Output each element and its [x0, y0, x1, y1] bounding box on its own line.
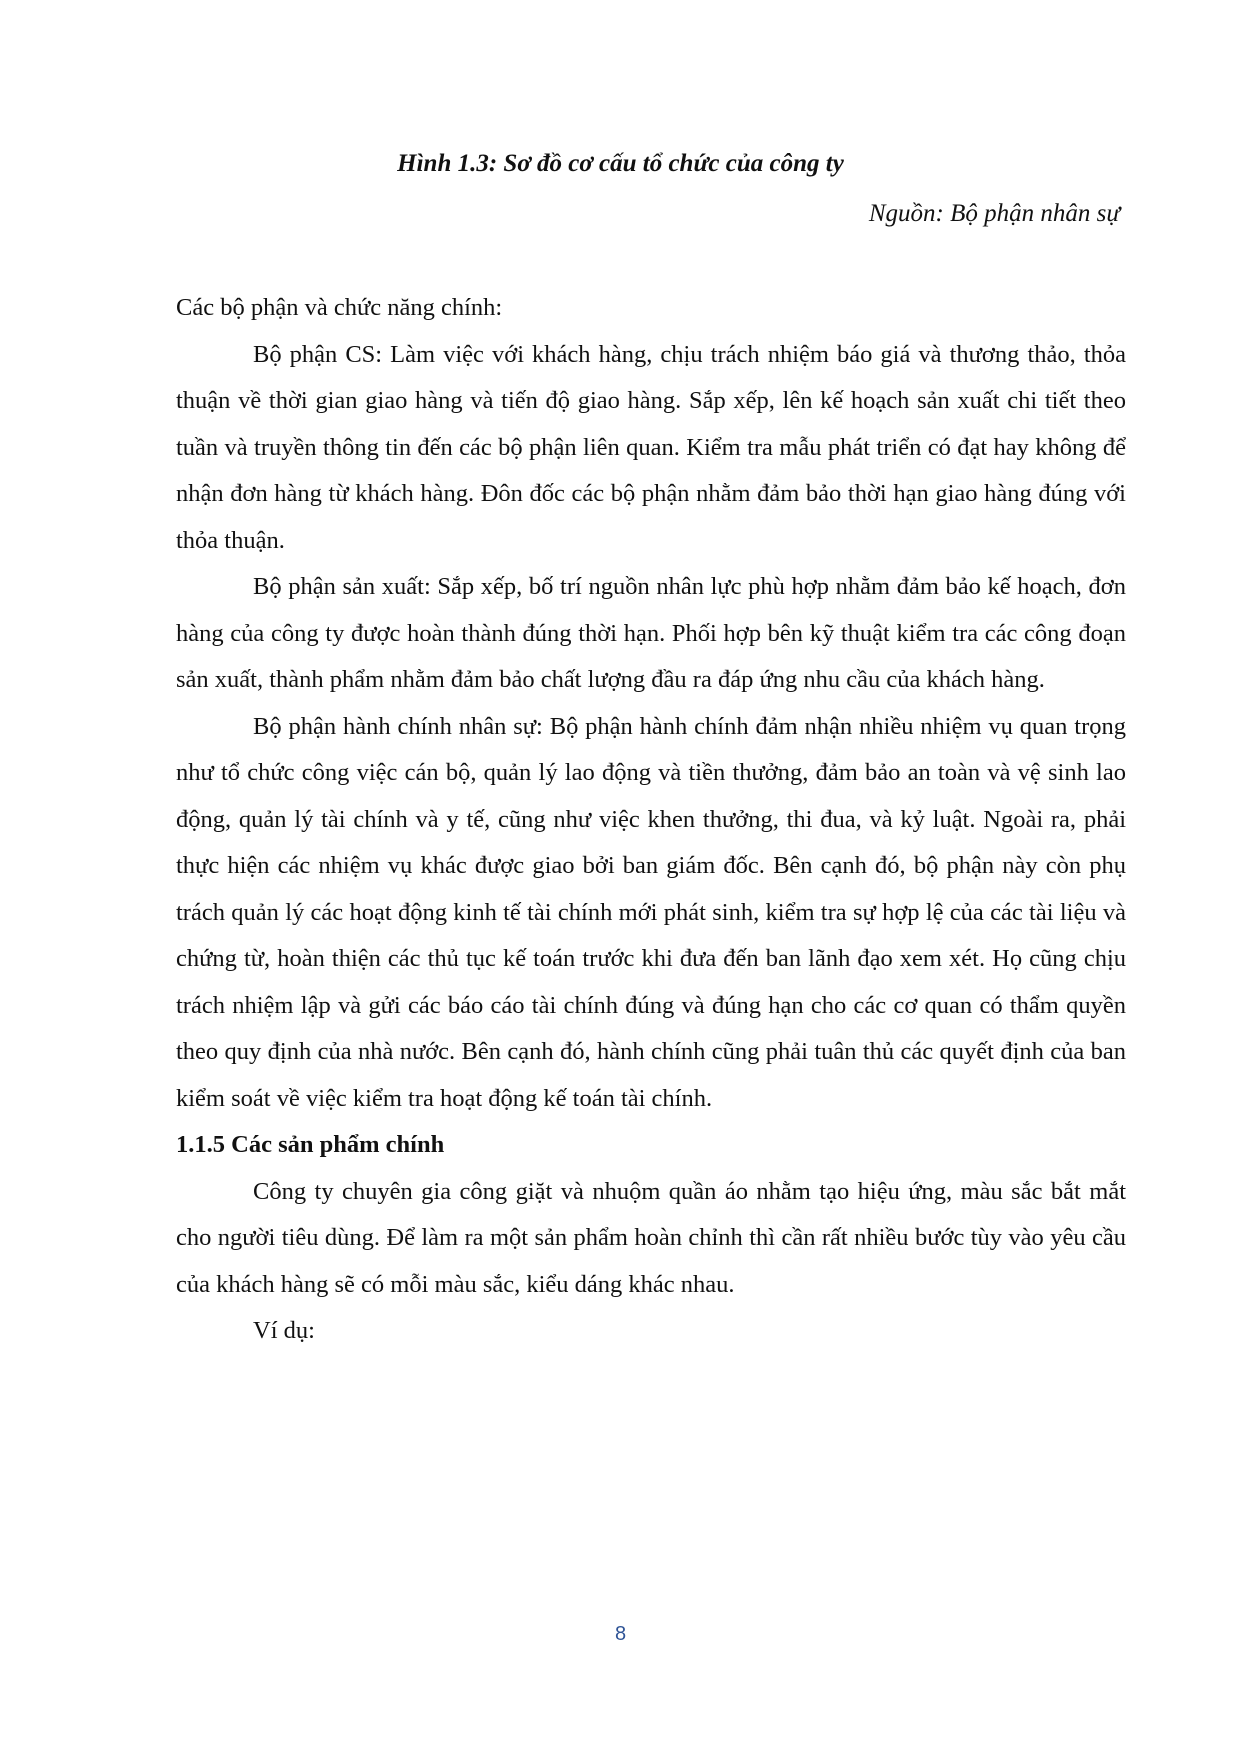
figure-source: Nguồn: Bộ phận nhân sự — [868, 200, 1120, 227]
body-text — [176, 285, 1126, 1355]
example-label: Ví dụ: — [253, 1317, 315, 1344]
paragraph-cs-department: Bộ phận CS: Làm việc với khách hàng, chịu trách nhiệm báo giá và thương thảo, thỏa thuận về thời gian giao hàng và tiến độ giao hàng. Sắp xếp, lên kế hoạch sản xuất chi tiết theo tuần và truyền thông tin đến các bộ phận liên quan. Kiểm tra mẫu phát triển có đạt hay không để nhận đơn hàng từ khách hàng. Đôn đốc các bộ phận nhằm đảm bảo thời hạn giao hàng đúng với thỏa thuận. — [176, 340, 1126, 554]
intro-line: Các bộ phận và chức năng chính: — [176, 294, 503, 321]
figure-caption: Hình 1.3: Sơ đồ cơ cấu tổ chức của công ty — [397, 150, 844, 177]
paragraph-admin-hr-department: Bộ phận hành chính nhân sự: Bộ phận hành chính đảm nhận nhiều nhiệm vụ quan trọng như tổ chức công việc cán bộ, quản lý lao động và tiền thưởng, đảm bảo an toàn và vệ sinh lao động, quản lý tài chính và y tế, cũng như việc khen thưởng, thi đua, và kỷ luật. Ngoài ra, phải thực hiện các nhiệm vụ khác được giao bởi ban giám đốc. Bên cạnh đó, bộ phận này còn phụ trách quản lý các hoạt động kinh tế tài chính mới phát sinh, kiểm tra sự hợp lệ của các tài liệu và chứng từ, hoàn thiện các thủ tục kế toán trước khi đưa đến ban lãnh đạo xem xét. Họ cũng chịu trách nhiệm lập và gửi các báo cáo tài chính đúng và đúng hạn cho các cơ quan có thẩm quyền theo quy định của nhà nước. Bên cạnh đó, hành chính cũng phải tuân thủ các quyết định của ban kiểm soát về việc kiểm tra hoạt động kế toán tài chính. — [176, 712, 1126, 1112]
section-heading: 1.1.5 Các sản phẩm chính — [176, 1131, 445, 1158]
paragraph-main-products: Công ty chuyên gia công giặt và nhuộm quần áo nhằm tạo hiệu ứng, màu sắc bắt mắt cho người tiêu dùng. Để làm ra một sản phẩm hoàn chỉnh thì cần rất nhiều bước tùy vào yêu cầu của khách hàng sẽ có mỗi màu sắc, kiểu dáng khác nhau. — [176, 1177, 1126, 1298]
page-number: 8 — [614, 1623, 627, 1645]
paragraph-production-department: Bộ phận sản xuất: Sắp xếp, bố trí nguồn nhân lực phù hợp nhằm đảm bảo kế hoạch, đơn hàng của công ty được hoàn thành đúng thời hạn. Phối hợp bên kỹ thuật kiểm tra các công đoạn sản xuất, thành phẩm nhằm đảm bảo chất lượng đầu ra đáp ứng nhu cầu của khách hàng. — [176, 573, 1126, 693]
